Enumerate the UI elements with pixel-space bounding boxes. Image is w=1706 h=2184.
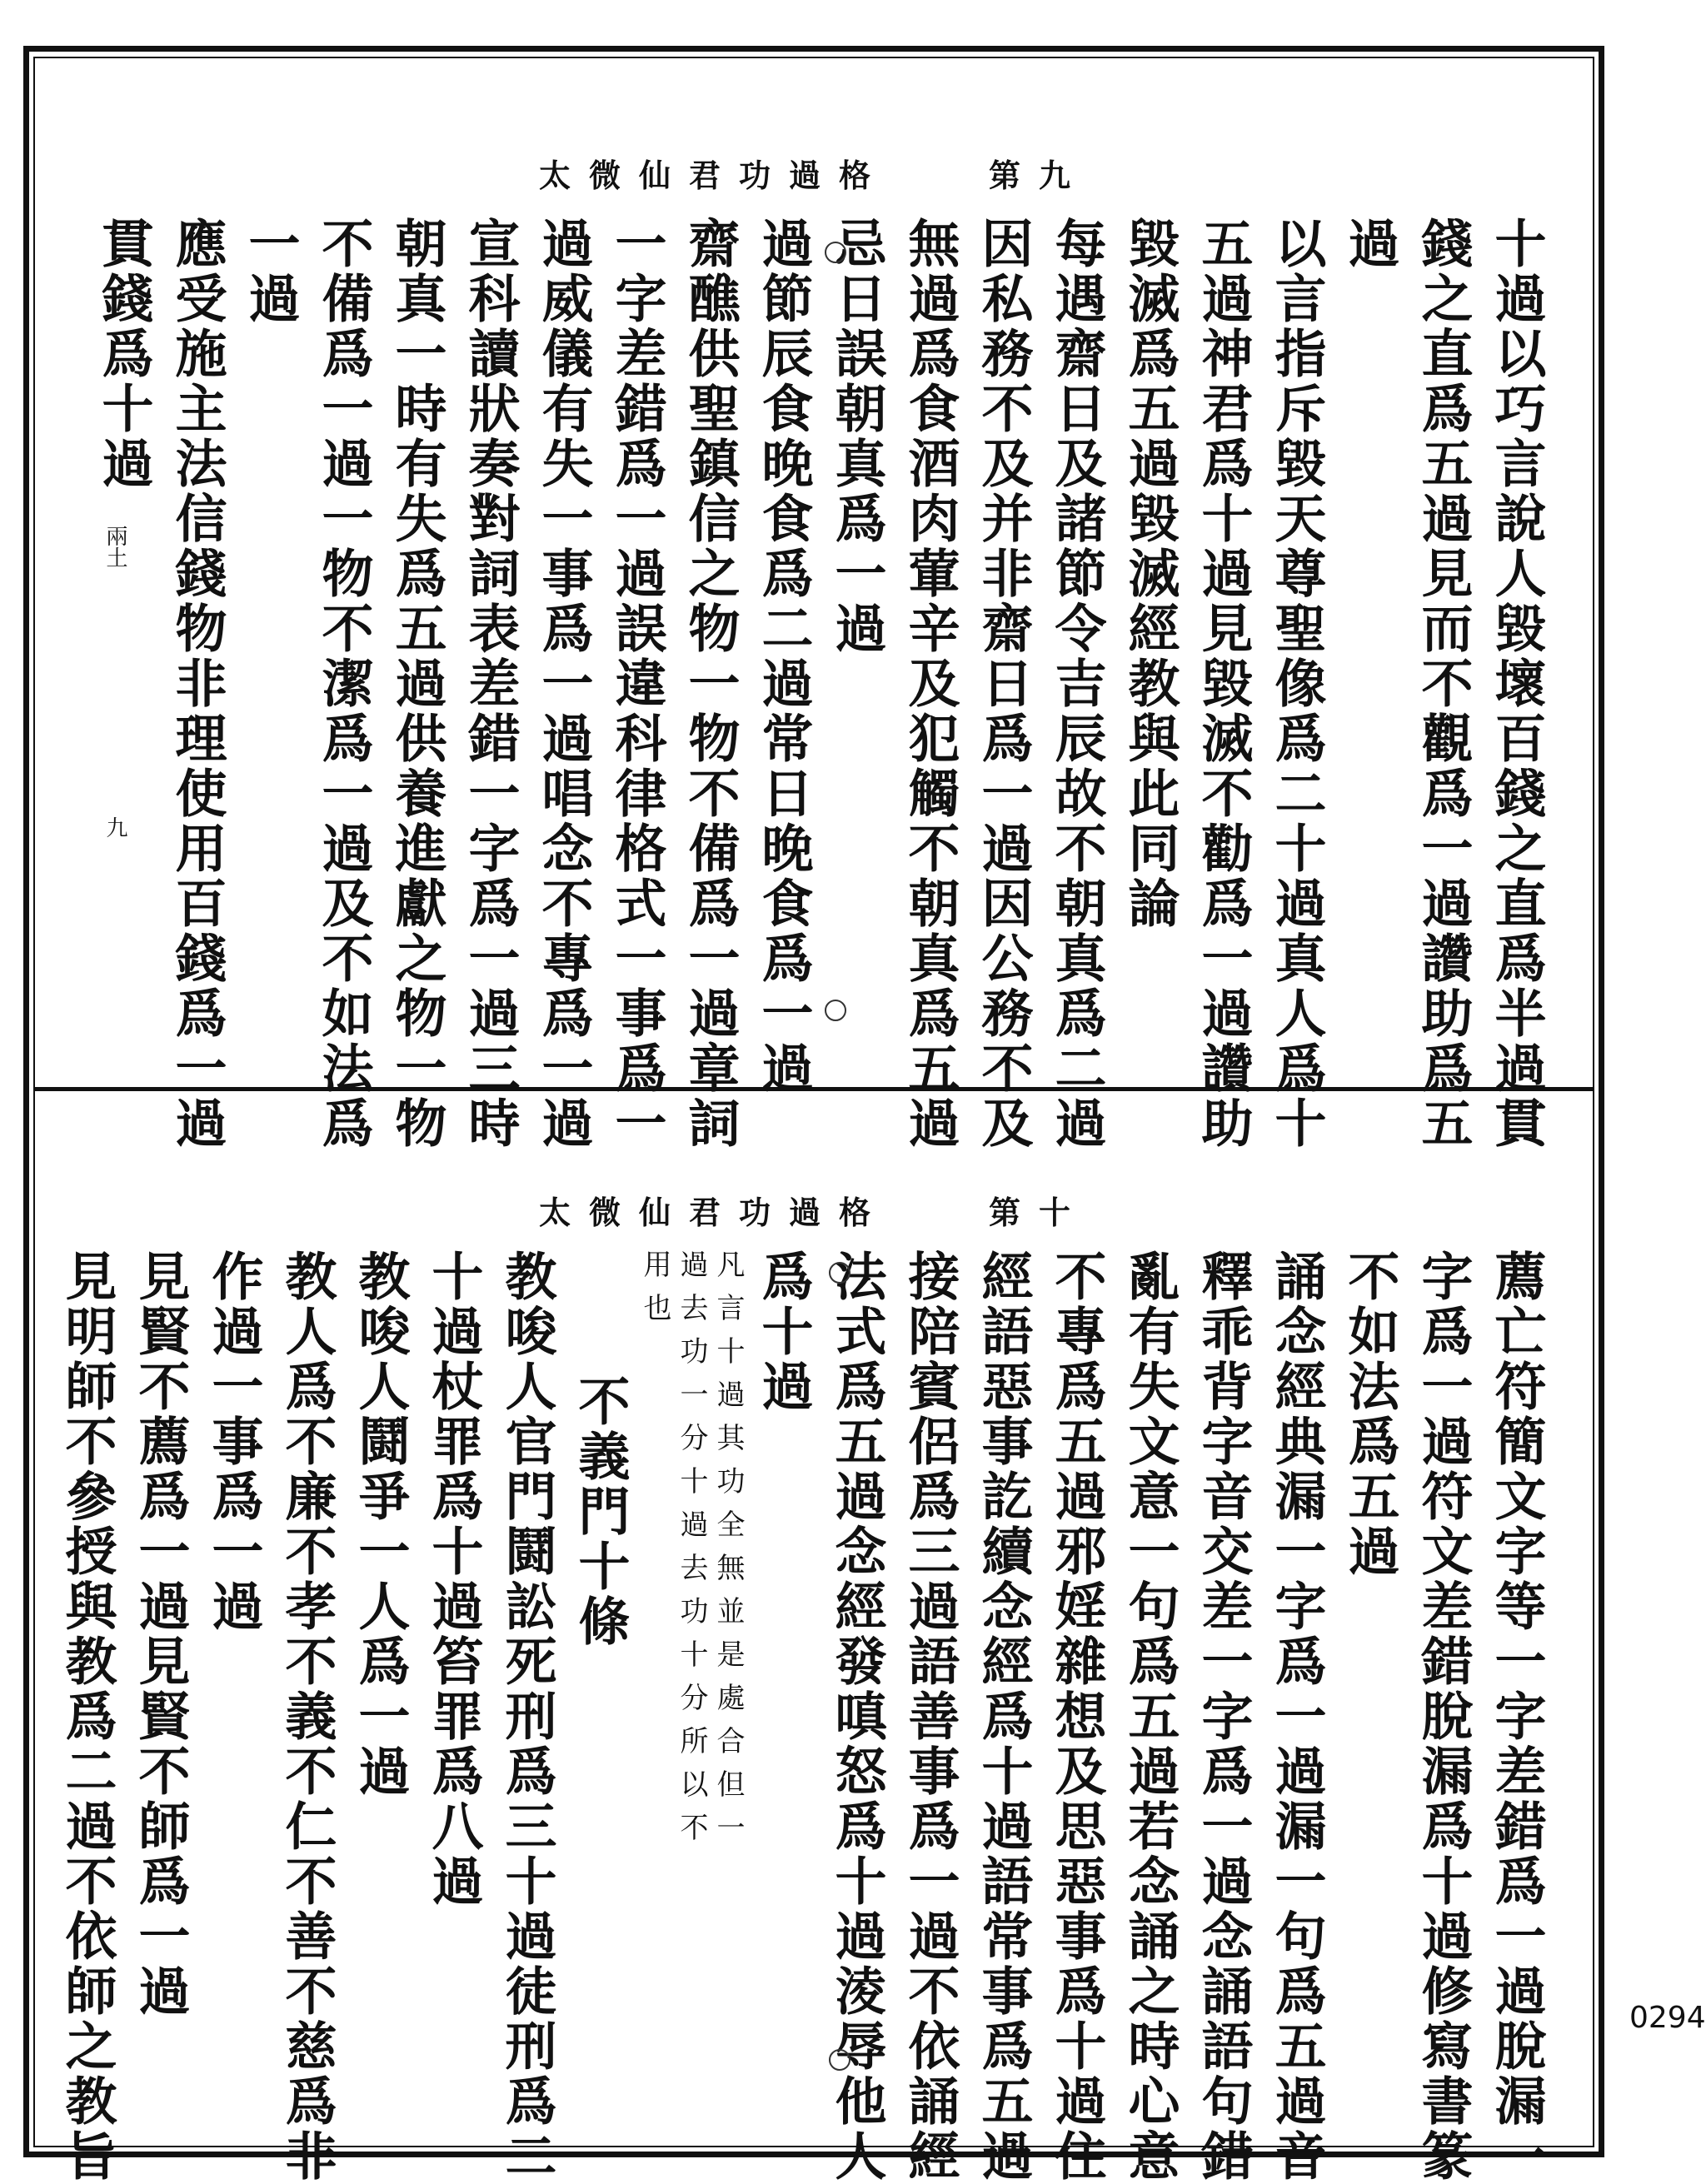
text-column: 過威儀有失一事爲一過唱念不專爲一過: [533, 217, 594, 1151]
text-column: 一過: [240, 217, 301, 327]
top-page: [50, 67, 1578, 1151]
text-column: 一字差錯爲一過誤違科律格式一事爲一: [606, 217, 667, 1151]
text-column: 法式爲五過念經發嗔怒爲十過淩辱他人: [826, 1249, 887, 2184]
text-column: 宣科讀狀奏對詞表差錯一字爲一過三時: [460, 217, 521, 1151]
text-column: 作過一事爲一過: [203, 1249, 264, 1634]
text-column: 應受施主法信錢物非理使用百錢爲一過: [167, 217, 227, 1151]
text-column: 齋醮供聖鎮信之物一物不備爲一過章詞: [680, 217, 741, 1151]
circle-mark: [825, 242, 846, 263]
text-column: 過節辰食晚食爲二過常日晚食爲一過: [753, 217, 814, 1096]
text-column: 無過爲食酒肉葷辛及犯觸不朝真爲五過: [900, 217, 960, 1151]
annotation-column: 用也: [638, 1249, 671, 1336]
text-column: 釋乖背字音交差一字爲一過念誦語句錯: [1193, 1249, 1254, 2184]
text-column: 亂有失文意一句爲五過若念誦之時心意: [1120, 1249, 1180, 2184]
bottom-page: [50, 1099, 1578, 2184]
text-column: 貫錢爲十過: [93, 217, 154, 491]
top-text-columns: [87, 217, 1553, 1151]
text-column: 不專爲五過邪婬雜想及思惡事爲十過住: [1046, 1249, 1107, 2184]
text-column: 薦亡符簡文字等一字差錯爲一過脫漏一: [1486, 1249, 1547, 2184]
text-column: 十過以巧言說人毀壞百錢之直爲半過貫: [1486, 217, 1547, 1151]
text-column: 爲十過: [753, 1249, 814, 1414]
section-heading: 不義門十條: [570, 1374, 631, 1649]
text-column: 不如法爲五過: [1339, 1249, 1400, 1579]
page-divider: [33, 1087, 1594, 1091]
text-column: 經語惡事訖續念經爲十過語常事爲五過: [973, 1249, 1034, 2184]
text-column: 毀滅爲五過毀滅經教與此同論: [1120, 217, 1180, 931]
margin-note: 兩土: [102, 525, 127, 568]
annotation-column: 凡言十過其功全無並是處合但一: [711, 1249, 745, 1856]
text-column: 教人爲不廉不孝不義不仁不善不慈爲非: [277, 1249, 337, 2184]
text-column: 以言指斥毀天尊聖像爲二十過真人爲十: [1266, 217, 1327, 1151]
circle-mark: [829, 1262, 851, 1284]
bottom-text-columns: [50, 1249, 1553, 2184]
text-column: 不備爲一過一物不潔爲一過及不如法爲: [313, 217, 374, 1151]
margin-note: 九: [102, 816, 127, 838]
bottom-page-header: 太微仙君功過格 第十: [538, 1194, 1089, 1231]
text-column: 朝真一時有失爲五過供養進獻之物一物: [387, 217, 447, 1151]
text-column: 因私務不及并非齋日爲一過因公務不及: [973, 217, 1034, 1151]
text-column: 教唆人鬪爭一人爲一過: [350, 1249, 411, 1799]
page-number: 0294: [1629, 2001, 1706, 2035]
text-column: 十過杖罪爲十過笞罪爲八過: [423, 1249, 484, 1909]
text-column: 教唆人官門鬪訟死刑爲三十過徒刑爲二: [496, 1249, 557, 2184]
text-column: 見賢不薦爲一過見賢不師爲一過: [130, 1249, 191, 2019]
text-column: 錢之直爲五過見而不觀爲一過讚助爲五: [1413, 217, 1474, 1151]
circle-mark: [825, 1000, 846, 1021]
text-column: 誦念經典漏一字爲一過漏一句爲五過音: [1266, 1249, 1327, 2184]
text-column: 每遇齋日及諸節令吉辰故不朝真爲二過: [1046, 217, 1107, 1151]
text-column: 五過神君爲十過見毀滅不勸爲一過讚助: [1193, 217, 1254, 1151]
text-column: 接陪賓侶爲三過語善事爲一過不依誦經: [900, 1249, 960, 2184]
text-column: 忌日誤朝真爲一過: [826, 217, 887, 656]
text-column: 見明師不參授與教爲二過不依師之教旨: [57, 1249, 117, 2184]
text-column: 字爲一過符文差錯脫漏爲十過修寫書篆: [1413, 1249, 1474, 2184]
text-column: 過: [1339, 217, 1400, 272]
annotation-column: 過去功一分十過去功十分所以不: [675, 1249, 708, 1856]
circle-mark: [829, 2049, 851, 2071]
top-page-header: 太微仙君功過格 第九: [538, 157, 1089, 194]
